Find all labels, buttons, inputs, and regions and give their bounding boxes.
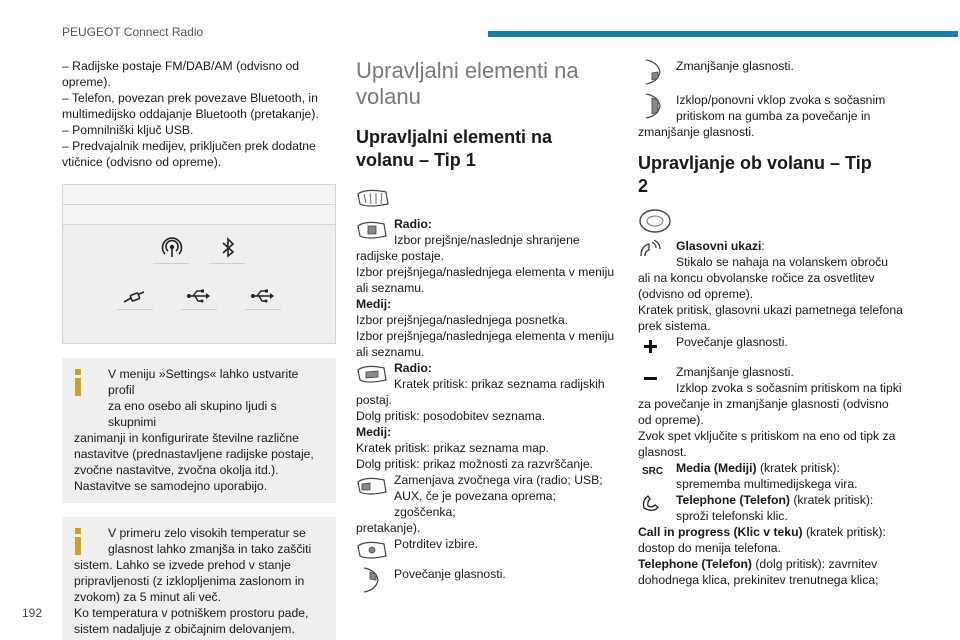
text-line: zanimanji in konfigurirate številne različne <box>74 431 299 445</box>
text-line: Radio: <box>394 361 432 375</box>
text-line: Povečanje glasnosti. <box>676 335 788 349</box>
source-control-icon <box>356 472 388 500</box>
text-line: Kratek pritisk: prikaz seznama radijskih <box>394 377 605 391</box>
figure-screen-row <box>63 205 335 225</box>
text-line: opreme). <box>62 75 111 89</box>
info-box-temperature <box>62 517 336 640</box>
text-line: Potrditev izbire. <box>394 537 478 551</box>
text-line: V meniju »Settings« lahko ustvarite profil <box>108 367 299 397</box>
voice-command-icon <box>638 238 664 260</box>
text-line: Call in progress (Klic v teku) (kratek pritisk): <box>638 525 886 539</box>
text-line: Kratek pritisk, glasovni ukazi pametnega telefona <box>638 303 903 317</box>
text-line: – Radijske postaje FM/DAB/AM (odvisno od <box>62 59 300 73</box>
text-line: – Predvajalnik medijev, priključen prek dodatne <box>62 139 316 153</box>
text-line: (odvisno od opreme). <box>638 287 754 301</box>
text-line: zvokom) za 5 minut ali več. <box>74 590 221 604</box>
column-middle <box>356 58 620 596</box>
text-line: – Pomnilniški ključ USB. <box>62 123 194 137</box>
document-header-title: PEUGEOT Connect Radio <box>62 25 204 39</box>
steering-wheel-icon <box>638 208 672 234</box>
control-description-row <box>356 566 620 596</box>
text-line: Dolg pritisk: prikaz možnosti za razvrščanje. <box>356 457 594 471</box>
phone-icon <box>638 492 664 514</box>
text-line: AUX, če je povezana oprema; zgoščenka; <box>394 489 556 519</box>
text-line: vtičnice (odvisno od opreme). <box>62 155 222 169</box>
info-icon <box>75 369 81 395</box>
control-description-row <box>638 364 910 396</box>
text-line: sprememba multimedijskega vira. <box>676 477 858 491</box>
text-line: sistem nadaljuje z običajnim delovanjem. <box>74 622 295 636</box>
control-description-row <box>638 334 910 364</box>
control-description-row <box>356 360 620 392</box>
text-line: Nastavitve se samodejno uporabijo. <box>74 479 268 493</box>
connectivity-figure <box>62 184 336 344</box>
text-line: Medij: <box>356 297 392 311</box>
text-line: glasnost lahko zmanjša in tako zaščiti <box>108 542 312 556</box>
confirm-control-icon <box>356 536 388 564</box>
text-line: dohodnega klica, prekinitev trenutnega klica; <box>638 573 879 587</box>
control-description-row <box>356 216 620 248</box>
control-description-row <box>638 460 910 492</box>
text-line: Izbor prejšnjega/naslednjega elementa v meniju <box>356 265 615 279</box>
volume-down-control-icon <box>638 58 670 86</box>
steering-control-cluster-icon <box>356 186 390 210</box>
text-line: Izbor prejšnje/naslednje shranjene <box>394 233 580 247</box>
text-line: zvočne nastavitve, zvočna okolja itd.). <box>74 463 279 477</box>
section-title: Upravljalni elementi na volanu <box>356 58 579 109</box>
text-line: ali na koncu obvolanske ročice za osvetlitev <box>638 271 875 285</box>
text-line: Telephone (Telefon) (dolg pritisk): zavrnitev <box>638 557 878 571</box>
mute-control-icon <box>638 92 670 120</box>
usb-icon <box>249 283 275 309</box>
subsection-title-type1: Upravljalni elementi na volanu – Tip 1 <box>356 127 553 170</box>
text-line: Izbor prejšnjega/naslednjega elementa v meniju <box>356 329 615 343</box>
control-description-row <box>356 536 620 566</box>
text-line: Radio: <box>394 217 432 231</box>
text-line: ali seznamu. <box>356 345 425 359</box>
text-line: prek sistema. <box>638 319 711 333</box>
plus-icon <box>638 334 664 356</box>
control-description-row <box>638 92 910 124</box>
text-line: za eno osebo ali skupino ljudi s skupnimi <box>108 399 277 429</box>
text-line: Medij: <box>356 425 392 439</box>
text-line: pretakanje). <box>356 521 421 535</box>
text-line: dostop do menija telefona. <box>638 541 781 555</box>
figure-divider <box>117 309 153 310</box>
text-line: pripravljenosti (z izklopljenima zaslonom in <box>74 574 305 588</box>
minus-icon <box>638 364 664 386</box>
seek-control-icon <box>356 216 388 244</box>
steering-wheel-figure <box>638 208 910 238</box>
page-number: 192 <box>22 606 43 620</box>
wifi-hotspot-icon <box>159 235 185 261</box>
text-line: Zmanjšanje glasnosti. <box>676 59 794 73</box>
src-label: SRC <box>642 466 664 477</box>
figure-divider <box>181 309 217 310</box>
text-line: multimedijsko oddajanje Bluetooth (pretakanje). <box>62 107 319 121</box>
text-line: radijske postaje. <box>356 249 445 263</box>
usb-icon <box>185 283 211 309</box>
text-line: Media (Mediji) (kratek pritisk): <box>676 461 840 475</box>
control-description-row <box>638 492 910 524</box>
text-line: od opreme). <box>638 413 704 427</box>
figure-screen-row <box>63 185 335 205</box>
column-right <box>638 58 910 588</box>
text-line: – Telefon, povezan prek povezave Bluetooth, in <box>62 91 318 105</box>
text-line: V primeru zelo visokih temperatur se <box>108 526 306 540</box>
subsection-title-type2: Upravljanje ob volanu – Tip 2 <box>638 153 872 196</box>
text-line: Telephone (Telefon) (kratek pritisk): <box>676 493 874 507</box>
text-line: sproži telefonski klic. <box>676 509 788 523</box>
text-line: sistem. Lahko se izvede prehod v stanje <box>74 558 291 572</box>
text-line: Dolg pritisk: posodobitev seznama. <box>356 409 546 423</box>
text-line: Zvok spet vključite s pritiskom na eno od tipk za <box>638 429 896 443</box>
aux-jack-icon <box>121 285 147 311</box>
text-line: za povečanje in zmanjšanje glasnosti (odvisno <box>638 397 889 411</box>
text-line: pritiskom na gumba za povečanje in <box>676 109 871 123</box>
control-description-row <box>356 472 620 520</box>
text-line: Kratek pritisk: prikaz seznama map. <box>356 441 550 455</box>
list-control-icon <box>356 360 388 388</box>
bluetooth-icon <box>215 235 241 261</box>
header-accent-bar <box>488 31 958 37</box>
info-box-settings <box>62 358 336 503</box>
volume-up-control-icon <box>356 566 388 594</box>
text-line: ali seznamu. <box>356 281 425 295</box>
text-line: glasnost. <box>638 445 687 459</box>
text-line: Stikalo se nahaja na volanskem obroču <box>676 255 889 269</box>
control-description-row <box>638 238 910 270</box>
text-line: nastavitve (prednastavljene radijske postaje, <box>74 447 314 461</box>
figure-divider <box>209 263 245 264</box>
text-line: zmanjšanje glasnosti. <box>638 125 755 139</box>
text-line: Povečanje glasnosti. <box>394 567 506 581</box>
text-line: Zamenjava zvočnega vira (radio; USB; <box>394 473 603 487</box>
text-line: Glasovni ukazi: <box>676 239 765 253</box>
info-icon <box>75 528 81 554</box>
control-description-row <box>638 58 910 88</box>
figure-divider <box>245 309 281 310</box>
text-line: Izbor prejšnjega/naslednjega posnetka. <box>356 313 569 327</box>
steering-controls-figure <box>356 182 620 216</box>
text-line: Izklop/ponovni vklop zvoka s sočasnim <box>676 93 886 107</box>
column-left <box>62 58 336 640</box>
text-line: Zmanjšanje glasnosti. <box>676 365 794 379</box>
text-line: Ko temperatura v potniškem prostoru pade, <box>74 606 309 620</box>
text-line: Izklop zvoka s sočasnim pritiskom na tipki <box>676 381 902 395</box>
figure-divider <box>153 263 189 264</box>
text-line: postaj. <box>356 393 392 407</box>
